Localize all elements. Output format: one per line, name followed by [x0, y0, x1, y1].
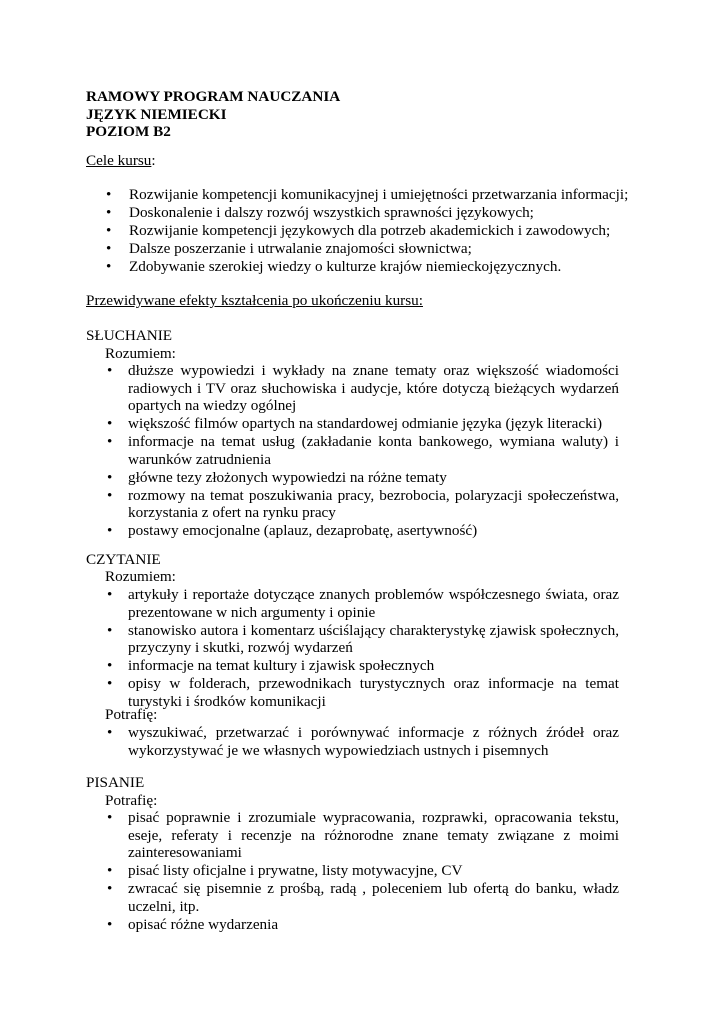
writing-list: [105, 809, 619, 934]
reading-understand-list: [105, 586, 619, 711]
list-item: • stanowisko autora i komentarz uściślający charakterystykę zjawisk społecznych, przyczyny i skutki, rozwój wydarzeń: [105, 622, 619, 657]
list-item: • większość filmów opartych na standardowej odmianie języka (język literacki): [105, 415, 619, 433]
section-heading-writing: PISANIE: [86, 774, 145, 791]
group-label: Potrafię:: [105, 792, 158, 809]
group-label: Potrafię:: [105, 706, 158, 723]
list-item: • opisy w folderach, przewodnikach turystycznych oraz informacje na temat turystyki i środków komunikacji: [105, 675, 619, 710]
reading-skills-list: [105, 724, 619, 760]
list-item: • postawy emocjonalne (aplauz, dezaprobatę, asertywność): [105, 522, 619, 540]
document-title: [86, 88, 340, 141]
list-item: • pisać poprawnie i zrozumiale wypracowania, rozprawki, opracowania tekstu, eseje, referaty i recenzje na różnorodne znane tematy związane z moimi zainteresowaniami: [105, 809, 619, 862]
list-item: • artykuły i reportaże dotyczące znanych problemów współczesnego świata, oraz prezentowane w nich argumenty i opinie: [105, 586, 619, 621]
outcomes-heading: Przewidywane efekty kształcenia po ukończeniu kursu:: [86, 292, 423, 309]
goal-item: • Zdobywanie szerokiej wiedzy o kulturze krajów niemieckojęzycznych.: [86, 258, 646, 276]
list-item: • informacje na temat usług (zakładanie konta bankowego, wymiana waluty) i warunków zatrudnienia: [105, 433, 619, 468]
list-item: • zwracać się pisemnie z prośbą, radą , poleceniem lub ofertą do banku, władz uczelni, itp.: [105, 880, 619, 915]
list-item: • dłuższe wypowiedzi i wykłady na znane tematy oraz większość wiadomości radiowych i TV oraz słuchowiska i audycje, które dotyczą bieżących wydarzeń opartych na wiedzy ogólnej: [105, 362, 619, 415]
title-line-3: POZIOM B2: [86, 123, 171, 140]
goals-heading-text: Cele kursu: [86, 152, 152, 169]
group-label: Rozumiem:: [105, 345, 176, 362]
title-line-1: RAMOWY PROGRAM NAUCZANIA: [86, 88, 341, 105]
list-item: • wyszukiwać, przetwarzać i porównywać informacje z różnych źródeł oraz wykorzystywać je we własnych wypowiedziach ustnych i pisemnych: [105, 724, 619, 759]
list-item: • główne tezy złożonych wypowiedzi na różne tematy: [105, 469, 619, 487]
goal-item: • Rozwijanie kompetencji komunikacyjnej i umiejętności przetwarzania informacji;: [86, 186, 646, 204]
goals-heading-colon: :: [151, 152, 156, 169]
list-item: • pisać listy oficjalne i prywatne, listy motywacyjne, CV: [105, 862, 619, 880]
goal-item: • Doskonalenie i dalszy rozwój wszystkich sprawności językowych;: [86, 204, 646, 222]
list-item: • opisać różne wydarzenia: [105, 916, 619, 934]
group-label: Rozumiem:: [105, 568, 176, 585]
goals-heading: [86, 152, 156, 170]
section-heading-reading: CZYTANIE: [86, 551, 161, 568]
title-line-2: JĘZYK NIEMIECKI: [86, 105, 227, 123]
goal-item: • Dalsze poszerzanie i utrwalanie znajomości słownictwa;: [86, 240, 646, 258]
goals-list: [86, 186, 646, 276]
listening-list: [105, 362, 619, 540]
section-heading-listening: SŁUCHANIE: [86, 327, 173, 344]
list-item: • informacje na temat kultury i zjawisk społecznych: [105, 657, 619, 675]
goal-item: • Rozwijanie kompetencji językowych dla potrzeb akademickich i zawodowych;: [86, 222, 646, 240]
list-item: • rozmowy na temat poszukiwania pracy, bezrobocia, polaryzacji społeczeństwa, korzystania z ofert na rynku pracy: [105, 487, 619, 522]
